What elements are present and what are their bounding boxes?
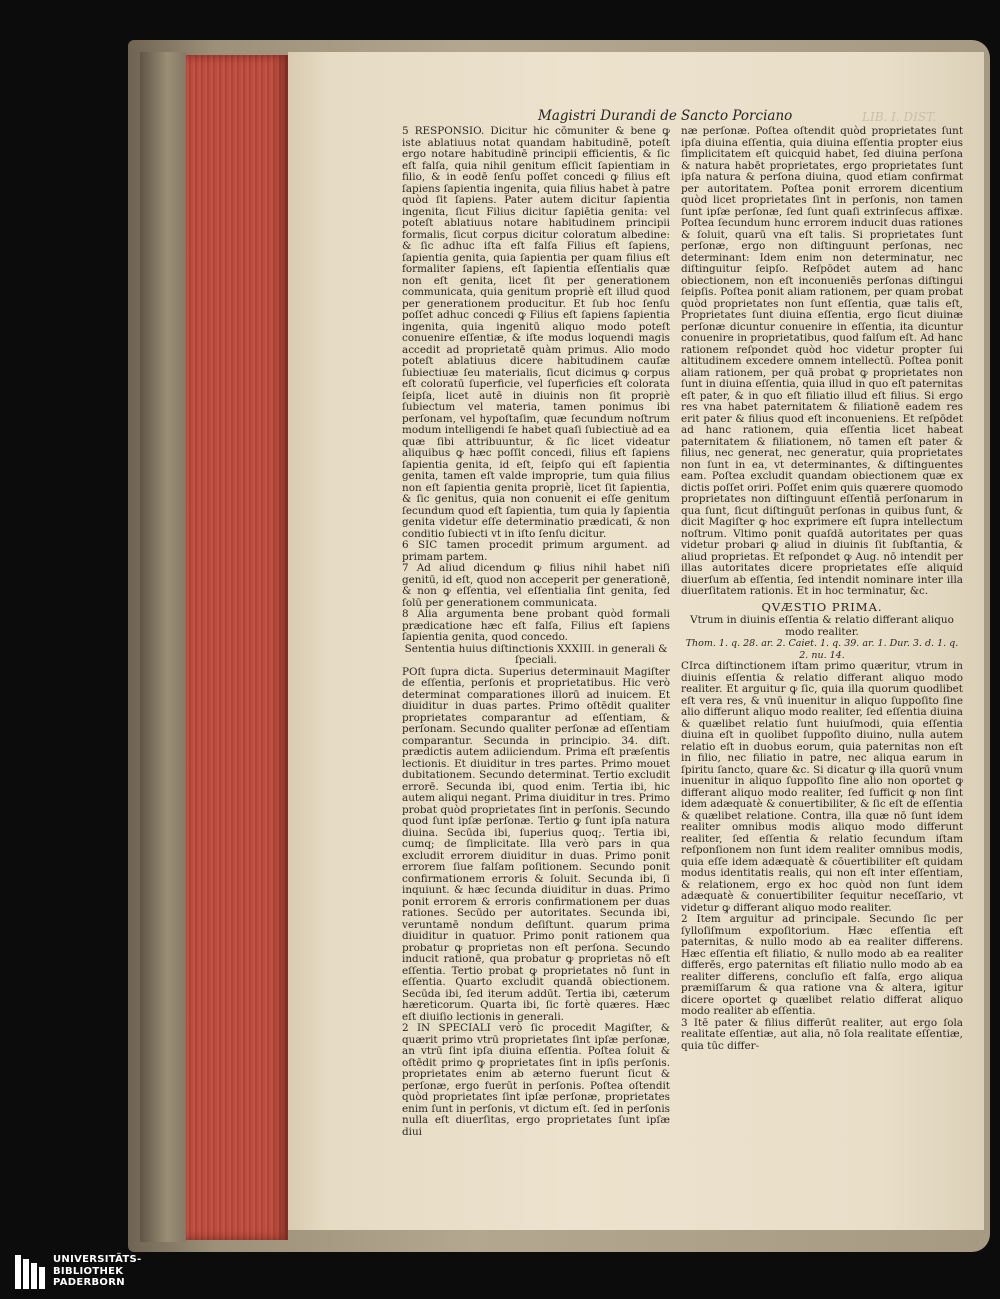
running-head-bleed-through: LIB. I. DIST. (862, 110, 937, 124)
paragraph: næ perſonæ. Poſtea oſtendit quòd proprietates ſunt ipſa diuina eſſentia, quia diuina eſſentia propter eius ſimplicitatem eſt quicquid habet, ſed diuina perſona & natura habēt proprietates, ergo proprietates ſunt ipſa natura & perſona diuina, quod etiam confirmat per autoritatem. Poſtea ponit errorem dicentium quòd licet proprietates ſint in perſonis, non tamen ſunt ipſæ perſonæ, ſed ſunt quaſi extrinſecus affixæ. Poſtea ſecundum hunc errorem inducit duas rationes & ſoluit, quarū vna eſt talis. Si proprietates ſunt perſonæ, ergo non diſtinguunt perſonas, nec determinant: Idem enim non determinatur, nec diſtinguitur ſeipſo. Reſpōdet autem ad hanc obiectionem, non eſt inconueniēs perſonas diſtingui ſeipſis. Poſtea ponit aliam rationem, per quam probat quòd proprietates non ſunt eſſentia, quæ talis eſt, Proprietates ſunt diuina eſſentia, ergo ſicut diuinæ perſonæ dicuntur conuenire in eſſentia, ita dicuntur conuenire in proprietatibus, quod falſum eſt. Ad hanc rationem reſpondet quòd hoc videtur propter ſui altitudinem excedere omnem intellectū. Poſtea ponit aliam rationem, per quā probat ꝙ proprietates non ſunt in diuina eſſentia, quia illud in quo eſt paternitas eſt pater, & in quo eſt filiatio illud eſt filius. Si ergo res vna habet paternitatem & filiationē eadem res erit pater & filius quod eſt inconueniens. Et reſpōdet ad hanc rationem, quia eſſentia licet habeat paternitatem & filiationem, nō tamen eſt pater & filius, nec generat, nec generatur, quia proprietates non ſunt in ea, vt determinantes, & diſtinguentes eam. Poſtea excludit quandam obiectionem quæ ex dictis poſſet oriri. Poſſet enim quis quærere quomodo proprietates non diſtinguunt eſſentiā perſonarum in qua ſunt, ſicut diſtinguūt perſonas in quibus ſunt, & dicit Magiſter ꝙ hoc exprimere eſt ſupra intellectum noſtrum. Vltimo ponit quaſdā autoritates per quas videtur probari ꝙ aliud in diuinis ſit ſubſtantia, & aliud proprietas. Et reſpondet ꝙ Aug. nō intendit per illas autoritates dicere proprietates eſſe aliquid diuerſum ab eſſentia, ſed intendit nominare inter illa diuerſitatem rationis. Et in hoc terminatur, &c. (681, 125, 963, 597)
paragraph: 2 IN SPECIALI verò ſic procedit Magiſter, & quærit primo vtrū proprietates ſint ipſæ perſonæ, an vtrū ſint ipſa diuina eſſentia. Poſtea ſoluit & oſtēdit primo ꝙ proprietates ſint in ipſis perſonis. proprietates enim ab æterno fuerunt ſicut & perſonæ, ergo fuerūt in perſonis. Poſtea oſtendit quòd proprietates ſint ipſæ perſonæ, proprietates enim ſunt in perſonis, vt dictum eſt. ſed in perſonis nulla eſt diuerſitas, ergo proprietates ſunt ipſæ diui (402, 1022, 670, 1138)
paragraph: 3 Itē pater & filius differūt realiter, aut ergo ſola realitate eſſentiæ, aut alia, nō ſola realitate eſſentiæ, quia tūc differ- (681, 1016, 963, 1052)
paragraph: CIrca diſtinctionem iſtam primo quæritur, vtrum in diuinis eſſentia & relatio differant aliquo modo realiter. Et arguitur ꝙ ſic, quia illa quorum quodlibet eſt vera res, & vnū inuenitur in aliquo ſuppoſito ſine alio differunt aliquo modo realiter, ſed eſſentia diuina & quælibet relatio ſunt huiuſmodi, quia eſſentia diuina eſt in quolibet ſuppoſito diuino, nulla autem relatio eſt in duobus eorum, quia paternitas non eſt in filio, nec filiatio in patre, nec aliqua earum in ſpiritu ſancto, quare &c. Si dicatur ꝙ illa quorū vnum inuenitur in aliquo ſuppoſito ſine alio non oportet ꝙ differant aliquo modo realiter, ſed ſufficit ꝙ non ſint idem adæquatè & conuertibiliter, & ſic eſt de eſſentia & quælibet relatione. Contra, illa quæ nō ſunt idem realiter omnibus modis aliquo modo differunt realiter, ſed eſſentia & relatio ſecundum iſtam reſponſionem non ſunt idem realiter omnibus modis, quia eſſe idem adæquatè & cōuertibiliter eſt quidam modus identitatis realis, qui non eſt inter eſſentiam, & relationem, ergo ex hoc quòd non ſunt idem adæquatè & conuertibiliter ſequitur neceſſario, vt videtur ꝙ differant aliquo modo realiter. (681, 660, 963, 914)
paragraph: 6 SIC tamen procedit primum argument. ad primam partem. (402, 539, 670, 563)
paragraph: POſt ſupra dicta. Superius determinauit Magiſter de eſſentia, perſonis et proprietatibus. Hic verò determinat comparationes illorū ad inuicem. Et diuiditur in duas partes. Primo oſtēdit qualiter proprietates comparantur ad eſſentiam, & perſonam. Secundo qualiter perſonæ ad eſſentiam comparantur. Secunda in principio. 34. diſt. prædictis autem adiiciendum. Prima eſt præſentis lectionis. Et diuiditur in tres partes. Primo mouet dubitationem. Secundo determinat. Tertio excludit errorē. Secunda ibi, quod enim. Tertia ibi, hic autem aliqui negant. Prima diuiditur in tres. Primo probat quòd proprietates ſint in perſonis. Secundo quod ſunt ipſæ perſonæ. Tertio ꝙ ſunt ipſa natura diuina. Secūda ibi, ſuperius quoq;. Tertia ibi, cumq; de ſimplicitate. Illa verò pars in qua excludit errorem diuiditur in duas. Primo ponit errorem ſiue falſam poſitionem. Secundo ponit confirmationem erroris & ſoluit. Secunda ibi, ſi inquiunt. & hæc ſecunda diuiditur in duas. Primo ponit errorem & erroris confirmationem per duas rationes. Secūdo per autoritates. Secunda ibi, veruntamē nondum deſiſtunt. quarum prima diuiditur in quatuor. Primo ponit rationem qua probatur ꝙ proprietas non eſt perſona. Secundo inducit rationē, qua probatur ꝙ proprietas nō eſt eſſentia. Tertio probat ꝙ proprietates nō ſunt in eſſentia. Quarto excludit quandā obiectionem. Secūda ibi, ſed iterum addūt. Tertia ibi, cæterum hæreticorum. Quarta ibi, ſic fortè quæres. Hæc eſt diuiſio lectionis in generali. (402, 665, 671, 1023)
paragraph: 7 Ad aliud dicendum ꝙ filius nihil habet niſi genitū, id eſt, quod non acceperit per generationē, & non ꝙ eſſentia, vel eſſentialia ſint genita, ſed ſolū per generationem communicata. (402, 562, 670, 609)
red-page-edges (186, 55, 288, 1240)
paragraph: 5 RESPONSIO. Dicitur hic cōmuniter & bene ꝙ iste ablatiuus notat quandam habitudinē, poteſt ergo notare habitudinē principii efficientis, & ſic eſt falſa, quia nihil genitum eſſicit ſapientiam in filio, & in eodē ſenſu poſſet concedi ꝙ filius eſt ſapiens ſapientia ingenita, quia filius habet à patre quòd ſit ſapiens. Pater autem dicitur ſapientia ingenita, ſicut Filius dicitur ſapiētia genita: vel poteſt ablatiuus notare habitudinem principii formalis, ſicut corpus dicitur coloratum albedine: & ſic adhuc iſta eſt falſa Filius eſt ſapiens, ſapientia genita, quia ſapientia per quam filius eſt formaliter ſapiens, eſt ſapientia eſſentialis quæ non eſt genita, licet ſit per generationem communicata, quia genitum propriè eſt illud quod per generationem producitur. Et ſub hoc ſenſu poſſet adhuc concedi ꝙ Filius eſt ſapiens ſapientia ingenita, quia ingenitū aliquo modo poteſt conuenire eſſentiæ, & iſte modus loquendi magis accedit ad proprietatē quàm primus. Alio modo poteſt ablatiuus dicere habitudinem cauſæ ſubiectiuæ ſeu materialis, ſicut dicimus ꝙ corpus eſt coloratū ſuperficie, vel ſuperficies eſt colorata ſeipſa, licet autē in diuinis non ſit propriè ſubiectum vel materia, tamen ponimus ibi perſonam, vel hypoſtaſim, quæ ſecundum noſtrum modum intelligendi ſe habet quaſi ſubiectiuè ad ea quæ ſibi attribuuntur, & ſic licet videatur aliquibus ꝙ hæc poſſit concedi, filius eſt ſapiens ſapientia genita, id eſt, ſeipſo qui eſt ſapientia genita, tamen eſt valde improprie, tum quia filius non eſt ſapientia genita propriè, licet ſit ſapientia, & ſic genitus, quia non conuenit ei eſſe genitum ſecundum quod eſt ſapientia, tum quia ly ſapientia genita videtur eſſe determinatio prædicati, & non conditio ſubiecti vt in iſto ſenſu dicitur. (402, 125, 670, 540)
question-subtitle: Vtrum in diuinis eſſentia & relatio differant aliquo modo realiter. (690, 614, 954, 638)
question-citations: Thom. 1. q. 28. ar. 2. Caiet. 1. q. 39. ar. 1. Dur. 3. d. 1. q. 2. nu. 14. (685, 638, 959, 661)
paragraph: 8 Alia argumenta bene probant quòd formali prædicatione hæc eſt falſa, Filius eſt ſapiens ſapientia genita, quod concedo. (402, 608, 670, 643)
question-title: QVÆSTIO PRIMA. (761, 599, 883, 614)
library-logo-text: UNIVERSITÄTS- BIBLIOTHEK PADERBORN (53, 1254, 142, 1288)
left-text-column (402, 126, 670, 1138)
paragraph: 2 Item arguitur ad principale. Secundo ſic per ſylloſiſmum expoſitorium. Hæc eſſentia eſt paternitas, & nullo modo ab ea realiter differens. Hæc eſſentia eſt filiatio, & nullo modo ab ea realiter differēs, ergo paternitas eſt filiatio nullo modo ab ea realiter differens, concluſio eſt falſa, ergo aliqua præmiſſarum & qua ratione vna & altera, igitur dicere oportet ꝙ quælibet relatio differat aliquo modo realiter ab eſſentia. (681, 913, 963, 1017)
book-spine (140, 52, 186, 1242)
running-head-left: Magistri Durandi de (538, 108, 677, 124)
library-logo (15, 1253, 195, 1293)
running-head-right: Sancto Porciano (681, 108, 793, 124)
right-text-column (681, 126, 963, 1052)
library-logo-icon (15, 1255, 45, 1289)
division-title: Sententia huius diſtinctionis XXXIII. in generali & ſpeciali. (404, 642, 668, 666)
